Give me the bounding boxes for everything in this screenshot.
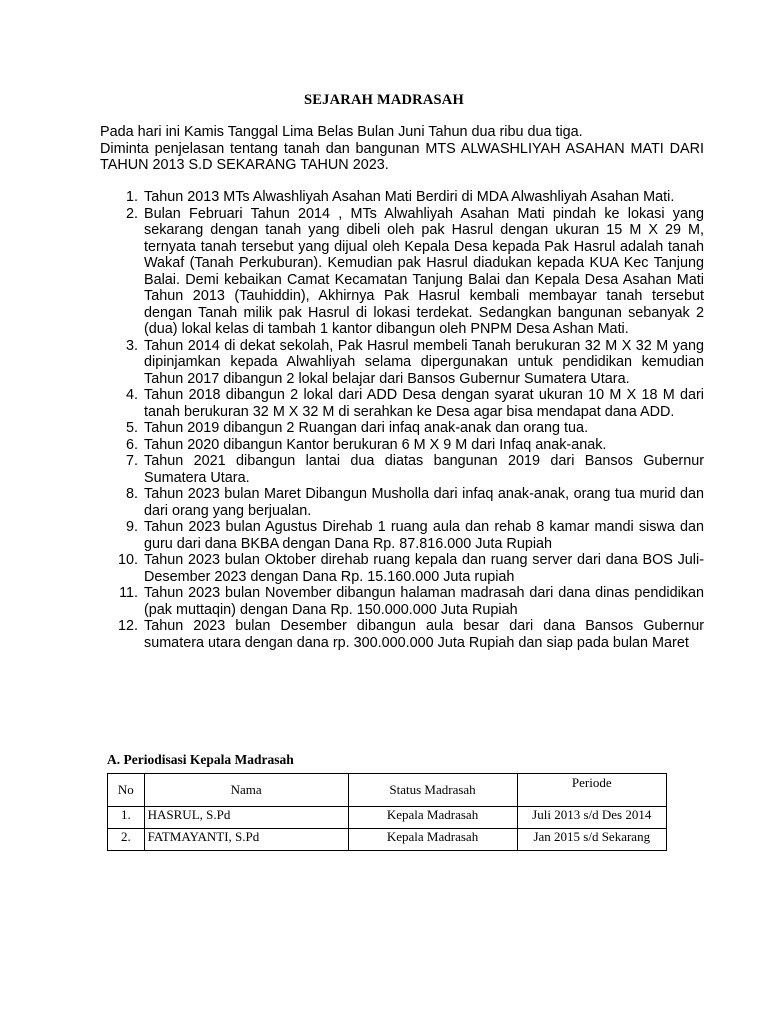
list-item: [100, 420, 704, 437]
cell-status: Kepala Madrasah: [348, 829, 517, 851]
list-item-number: 3.: [125, 337, 138, 354]
cell-no: 2.: [108, 829, 145, 851]
list-item-text: Tahun 2020 dibangun Kantor berukuran 6 M X 9 M dari Infaq anak-anak.: [144, 436, 607, 453]
list-item: [100, 618, 704, 651]
intro-line-2: Diminta penjelasan tentang tanah dan bangunan MTS ALWASHLIYAH ASAHAN MATI DARI TAHUN 2013 S.D SEKARANG TAHUN 2023.: [100, 140, 704, 173]
list-item-text: Tahun 2023 bulan Agustus Direhab 1 ruang aula dan rehab 8 kamar mandi siswa dan guru dari dana BKBA dengan Dana Rp. 87.816.000 Juta Rupiah: [144, 519, 704, 552]
list-item-number: 12.: [117, 618, 138, 634]
list-item-text: Tahun 2019 dibangun 2 Ruangan dari infaq anak-anak dan orang tua.: [144, 420, 589, 436]
list-item: [100, 552, 704, 585]
list-item-number: 11.: [119, 585, 138, 601]
list-item-number: 2.: [125, 205, 138, 222]
list-item-text: Tahun 2023 bulan Maret Dibangun Musholla dari infaq anak-anak, orang tua murid dan dari orang yang berjualan.: [144, 486, 704, 519]
list-item: [100, 486, 704, 519]
header-periode: Periode: [517, 774, 666, 807]
header-status: Status Madrasah: [348, 774, 517, 807]
list-item-text: Tahun 2014 di dekat sekolah, Pak Hasrul membeli Tanah berukuran 32 M X 32 M yang dipinjamkan kepada Alwahliyah selama dipergunakan untuk pendidikan kemudian Tahun 2017 dibangun 2 lokal belajar dari Bansos Gubernur Sumatera Utara.: [144, 337, 704, 387]
list-item-text: Tahun 2018 dibangun 2 lokal dari ADD Desa dengan syarat ukuran 10 M X 18 M dari tanah berukuran 32 M X 32 M di serahkan ke Desa agar bisa mendapat dana ADD.: [144, 387, 704, 420]
header-no: No: [108, 774, 145, 807]
list-item: [100, 338, 704, 388]
principal-period-table: [107, 773, 667, 851]
list-item: [100, 206, 704, 338]
list-item-number: 4.: [125, 387, 138, 403]
intro-paragraph: [100, 124, 704, 174]
list-item: [100, 453, 704, 486]
list-item-text: Bulan Februari Tahun 2014 , MTs Alwahliyah Asahan Mati pindah ke lokasi yang sekarang dengan tanah yang dibeli oleh pak Hasrul dengan ukuran 15 M X 29 M, ternyata tanah tersebut yang dijual oleh Kepala Desa kepada Pak Hasrul adalah tanah Wakaf (Tanah Perkuburan). Kemudian pak Hasrul diadukan kepada KUA Kec Tanjung Balai. Demi kebaikan Camat Kecamatan Tanjung Balai dan Kepala Desa Asahan Mati Tahun 2013 (Tauhiddin), Akhirnya Pak Hasrul kembali membayar tanah tersebut dengan Tanah milik pak Hasrul di lokasi terdekat. Sedangkan bangunan sebanyak 2 (dua) lokal kelas di tambah 1 kantor dibangun oleh PNPM Desa Ashan Mati.: [144, 205, 704, 337]
table-header-row: [108, 774, 667, 807]
list-item-text: Tahun 2023 bulan Desember dibangun aula besar dari dana Bansos Gubernur sumatera utara dengan dana rp. 300.000.000 Juta Rupiah dan siap pada bulan Maret: [144, 618, 704, 651]
list-item: [100, 189, 704, 206]
list-item-text: Tahun 2023 bulan November dibangun halaman madrasah dari dana dinas pendidikan (pak muttaqin) dengan Dana Rp. 150.000.000 Juta Rupiah: [144, 585, 704, 618]
history-list: [100, 189, 704, 651]
list-item-number: 10.: [117, 552, 138, 568]
cell-nama: FATMAYANTI, S.Pd: [144, 829, 348, 851]
cell-periode: Jan 2015 s/d Sekarang: [517, 829, 666, 851]
list-item-number: 9.: [125, 519, 138, 535]
cell-nama: HASRUL, S.Pd: [144, 807, 348, 829]
list-item: [100, 437, 704, 454]
document-title: SEJARAH MADRASAH: [304, 92, 464, 108]
list-item-number: 6.: [125, 436, 138, 453]
table-row: [108, 829, 667, 851]
list-item-text: Tahun 2021 dibangun lantai dua diatas bangunan 2019 dari Bansos Gubernur Sumatera Utara.: [144, 453, 704, 486]
table-row: [108, 807, 667, 829]
list-item: [100, 519, 704, 552]
intro-line-1: Pada hari ini Kamis Tanggal Lima Belas Bulan Juni Tahun dua ribu dua tiga.: [100, 124, 583, 140]
section-title: A. Periodisasi Kepala Madrasah: [107, 752, 294, 767]
list-item-number: 8.: [125, 486, 138, 502]
cell-periode: Juli 2013 s/d Des 2014: [517, 807, 666, 829]
list-item-number: 7.: [125, 453, 138, 469]
header-nama: Nama: [144, 774, 348, 807]
cell-no: 1.: [108, 807, 145, 829]
list-item: [100, 585, 704, 618]
cell-status: Kepala Madrasah: [348, 807, 517, 829]
list-item-text: Tahun 2013 MTs Alwashliyah Asahan Mati Berdiri di MDA Alwashliyah Asahan Mati.: [144, 189, 675, 205]
list-item: [100, 387, 704, 420]
list-item-text: Tahun 2023 bulan Oktober direhab ruang kepala dan ruang server dari dana BOS Juli-Desember 2023 dengan Dana Rp. 15.160.000 Juta rupiah: [144, 552, 704, 585]
list-item-number: 5.: [125, 420, 138, 436]
list-item-number: 1.: [125, 189, 138, 205]
